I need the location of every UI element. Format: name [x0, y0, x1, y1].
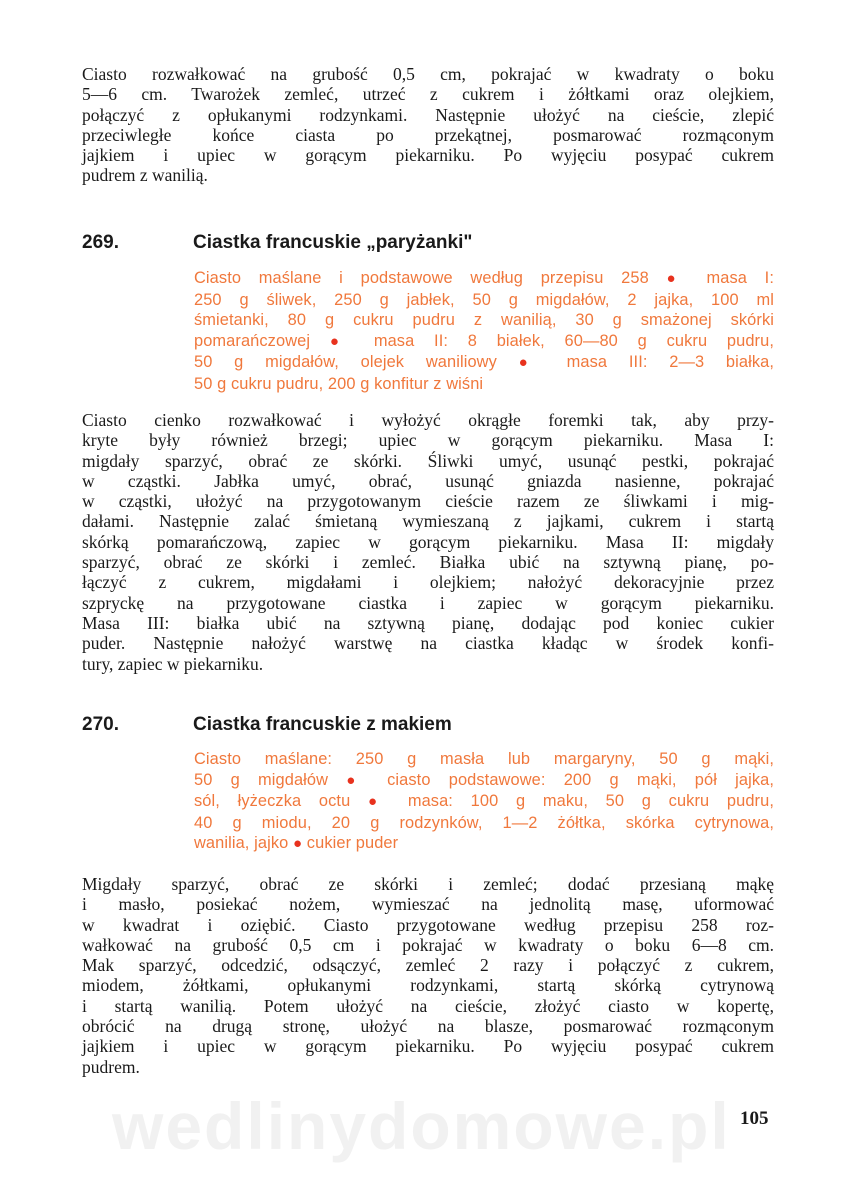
- text-line: jajkiem i upiec w gorącym piekarniku. Po wyjęciu posypać cukrem: [82, 145, 774, 166]
- bullet-dot-icon: ●: [292, 835, 303, 853]
- text-line: Mak sparzyć, odcedzić, odsączyć, zemleć 2 razy i połączyć z cukrem,: [82, 955, 774, 976]
- text-line: dałami. Następnie zalać śmietaną wymieszaną z jajkami, cukrem i startą: [82, 511, 774, 532]
- text-line: obrócić na drugą stronę, ułożyć na blasze, posmarować rozmąconym: [82, 1016, 774, 1037]
- text-line: puder. Następnie nałożyć warstwę na ciastka kładąc w środek konfi-: [82, 633, 774, 654]
- text-line: Masa III: białka ubić na sztywną pianę, dodając pod koniec cukier: [82, 612, 774, 633]
- text-line: tury, zapiec w piekarniku.: [82, 653, 264, 674]
- page-number: 105: [740, 1108, 769, 1129]
- text-line: sparzyć, obrać ze skórki i zemleć. Białka ubić na sztywną pianę, po-: [82, 552, 774, 573]
- recipe-270-title: Ciastka francuskie z makiem: [193, 714, 452, 735]
- text-line: skórką pomarańczową, zapiec w gorącym piekarniku. Masa II: migdały: [82, 531, 774, 552]
- text-line: miodem, żółtkami, opłukanymi rodzynkami, startą skórką cytrynową: [82, 975, 774, 996]
- text-line: kryte były również brzegi; upiec w gorącym piekarniku. Masa I:: [82, 430, 774, 451]
- bullet-dot-icon: ●: [666, 270, 689, 287]
- ingredient-line: 50 g migdałów ● ciasto podstawowe: 200 g mąki, pół jajka,: [194, 770, 774, 789]
- recipe-270-ingredients: [194, 749, 774, 855]
- ingredient-line: 50 g cukru pudru, 200 g konfitur z wiśni: [194, 374, 484, 393]
- ingredient-line: 250 g śliwek, 250 g jabłek, 50 g migdałów, 2 jajka, 100 ml: [194, 290, 774, 309]
- bullet-dot-icon: ●: [518, 354, 545, 372]
- watermark-text: wedlinydomowe.pl: [112, 1089, 731, 1163]
- recipe-269-number: 269.: [82, 232, 119, 253]
- intro-paragraph: [82, 64, 774, 186]
- ingredient-line: pomarańczowej ● masa II: 8 białek, 60—80 g cukru pudru,: [194, 331, 774, 350]
- text-line: i masło, posiekać nożem, wymieszać na jednolitą masę, uformować: [82, 894, 774, 915]
- ingredient-line: Ciasto maślane i podstawowe według przepisu 258 ● masa I:: [194, 269, 774, 287]
- text-line: połączyć z opłukanymi rodzynkami. Następnie ułożyć na cieście, zlepić: [82, 104, 774, 125]
- bullet-dot-icon: ●: [329, 332, 355, 350]
- text-line: szpryckę na przygotowane ciastka i zapiec w gorącym piekarniku.: [82, 592, 774, 613]
- text-line: w cząstki, ułożyć na przygotowanym cieście razem ze śliwkami i mig-: [82, 491, 774, 512]
- recipe-269-ingredients: [194, 268, 774, 395]
- recipe-270-method: [82, 874, 774, 1077]
- text-line: w kwadrat i oziębić. Ciasto przygotowane według przepisu 258 roz-: [82, 914, 774, 935]
- text-line: Migdały sparzyć, obrać ze skórki i zemleć; dodać przesianą mąkę: [82, 874, 774, 894]
- text-line: pudrem.: [82, 1056, 140, 1077]
- text-line: Ciasto cienko rozwałkować i wyłożyć okrągłe foremki tak, aby przy-: [82, 410, 774, 430]
- text-line: migdały sparzyć, obrać ze skórki. Śliwki umyć, usunąć pestki, pokrajać: [82, 450, 774, 471]
- ingredient-line: 40 g miodu, 20 g rodzynków, 1—2 żółtka, skórka cytrynowa,: [194, 813, 774, 832]
- text-line: wałkować na grubość 0,5 cm i pokrajać w kwadraty o boku 6—8 cm.: [82, 934, 774, 955]
- text-line: i startą wanilią. Potem ułożyć na cieście, złożyć ciasto w kopertę,: [82, 995, 774, 1016]
- ingredient-line: 50 g migdałów, olejek waniliowy ● masa III: 2—3 białka,: [194, 353, 774, 372]
- recipe-269-method: [82, 410, 774, 674]
- text-line: Ciasto rozwałkować na grubość 0,5 cm, pokrajać w kwadraty o boku: [82, 64, 774, 84]
- recipe-269-title: Ciastka francuskie „paryżanki": [193, 232, 473, 253]
- recipe-270-number: 270.: [82, 714, 119, 735]
- ingredient-line: śmietanki, 80 g cukru pudru z wanilią, 30 g smażonej skórki: [194, 311, 774, 330]
- bullet-dot-icon: ●: [367, 793, 391, 811]
- bullet-dot-icon: ●: [346, 771, 369, 789]
- ingredient-line: Ciasto maślane: 250 g masła lub margaryny, 50 g mąki,: [194, 750, 774, 768]
- text-line: pudrem z wanilią.: [82, 165, 208, 186]
- ingredient-line: sól, łyżeczka octu ● masa: 100 g maku, 50 g cukru pudru,: [194, 792, 774, 811]
- text-line: 5—6 cm. Twarożek zemleć, utrzeć z cukrem i żółtkami oraz olejkiem,: [82, 84, 774, 105]
- ingredient-line: wanilia, jajko ● cukier puder: [194, 834, 399, 853]
- text-line: przeciwległe końce ciasta po przekątnej, posmarować rozmąconym: [82, 124, 774, 145]
- text-line: w cząstki. Jabłka umyć, obrać, usunąć gniazda nasienne, pokrajać: [82, 470, 774, 491]
- text-line: jajkiem i upiec w gorącym piekarniku. Po wyjęciu posypać cukrem: [82, 1036, 774, 1057]
- text-line: łączyć z cukrem, migdałami i olejkiem; nałożyć dekoracyjnie przez: [82, 572, 774, 593]
